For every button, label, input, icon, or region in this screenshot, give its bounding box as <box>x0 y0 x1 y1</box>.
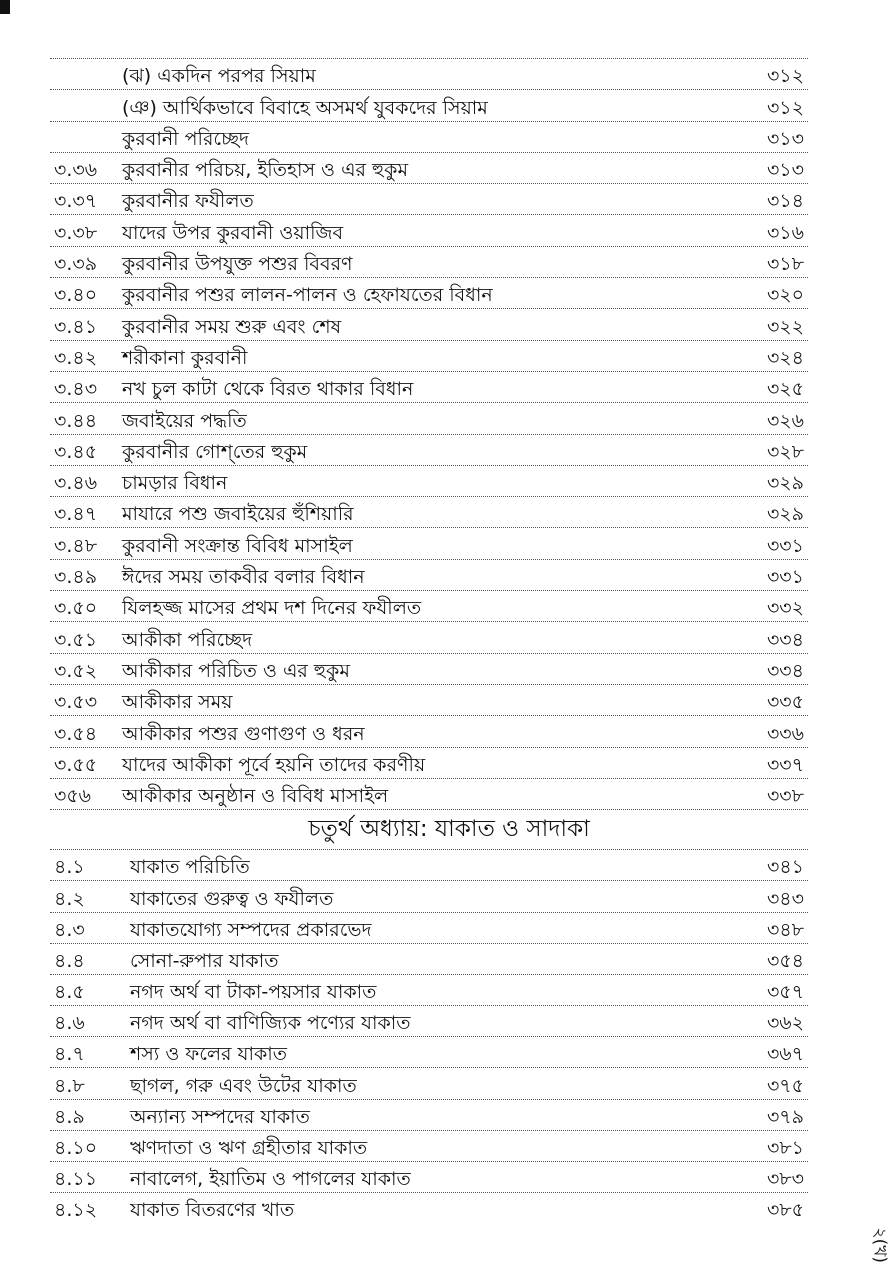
toc-entry-title: ঋণদাতা ও ঋণ গ্রহীতার যাকাত <box>130 1137 368 1159</box>
toc-entry-number: ৩.৪৯ <box>54 566 98 589</box>
toc-entry-title: আকীকার পশুর গুণাগুণ ও ধরন <box>122 722 365 745</box>
toc-entry-title: আকীকার অনুষ্ঠান ও বিবিধ মাসাইল <box>122 785 389 808</box>
toc-entry[interactable] <box>50 1067 808 1098</box>
toc-entry[interactable] <box>50 496 808 527</box>
toc-entry[interactable] <box>50 1005 808 1036</box>
chapter-heading <box>50 809 808 849</box>
toc-entry-page: ৩৭৯ <box>766 1105 804 1128</box>
toc-entry-page: ৩৩৫ <box>766 691 804 714</box>
toc-entry-number: ৩.৩৭ <box>54 190 98 213</box>
toc-entry-page: ৩৪৩ <box>766 887 804 910</box>
toc-entry[interactable] <box>50 559 808 590</box>
page-footer-mark: ২(খ) <box>869 1227 889 1263</box>
toc-entry-number: ৪.৩ <box>54 918 85 941</box>
toc-entry-title: (ঝ) একদিন পরপর সিয়াম <box>122 65 316 88</box>
toc-entry-title: কুরবানীর পশুর লালন-পালন ও হেফাযতের বিধান <box>122 284 493 307</box>
toc-entry[interactable] <box>50 621 808 652</box>
toc-entry-number: ৪.৬ <box>54 1012 85 1035</box>
toc-entry-number: ৩.৪৪ <box>54 409 98 432</box>
toc-entry-page: ৩৮৩ <box>766 1168 804 1191</box>
toc-entry-page: ৩১২ <box>766 65 804 88</box>
toc-entry-page: ৩৪১ <box>766 856 804 879</box>
toc-entry-title: ঈদের সময় তাকবীর বলার বিধান <box>122 566 365 589</box>
toc-entry[interactable] <box>50 214 808 245</box>
toc-entry[interactable] <box>50 58 808 89</box>
toc-entry-number: ৩.৪২ <box>54 346 98 369</box>
toc-entry[interactable] <box>50 684 808 715</box>
toc-entry-number: ৩.৫১ <box>54 628 98 651</box>
toc-entry-number: ৪.১১ <box>54 1168 98 1191</box>
toc-entry-number: ৪.৯ <box>54 1105 85 1128</box>
toc-entry-title: কুরবানীর সময় শুরু এবং শেষ <box>122 315 342 338</box>
toc-entry[interactable] <box>50 880 808 911</box>
toc-entry-number: ৩.৩৬ <box>54 159 98 182</box>
toc-entry[interactable] <box>50 849 808 880</box>
toc-entry[interactable] <box>50 1099 808 1130</box>
toc-entry-number: ৩.৫২ <box>54 659 98 682</box>
toc-entry[interactable] <box>50 1192 808 1223</box>
toc-entry-number: ৪.১০ <box>54 1137 98 1159</box>
toc-entry[interactable] <box>50 527 808 558</box>
toc-entry[interactable] <box>50 778 808 809</box>
toc-entry-page: ৩১২ <box>766 96 804 119</box>
toc-entry-page: ৩৮৫ <box>766 1199 804 1222</box>
toc-entry-page: ৩১৬ <box>766 221 804 244</box>
toc-entry-page: ৩৪৮ <box>766 918 804 941</box>
toc-entry-page: ৩১৮ <box>766 253 804 276</box>
toc-entry-number: ৩.৩৮ <box>54 221 98 244</box>
toc-entry-title: আকীকা পরিচ্ছেদ <box>122 628 253 651</box>
toc-entry-title: শস্য ও ফলের যাকাত <box>130 1043 288 1066</box>
toc-entry[interactable] <box>50 340 808 371</box>
toc-entry-title: যাদের উপর কুরবানী ওয়াজিব <box>122 221 344 244</box>
toc-entry-number: ৩.৪৬ <box>54 472 98 495</box>
toc-entry-page: ৩৩৪ <box>766 659 804 682</box>
toc-entry-title: আকীকার সময় <box>122 691 233 714</box>
toc-entry-page: ৩২৬ <box>766 409 804 432</box>
toc-section-chapter-3 <box>50 58 808 809</box>
toc-entry-number: ৩৫৬ <box>54 785 92 808</box>
toc-entry[interactable] <box>50 1036 808 1067</box>
toc-entry-title: নগদ অর্থ বা টাকা-পয়সার যাকাত <box>130 981 377 1004</box>
toc-entry-number: ৪.৭ <box>54 1043 85 1066</box>
toc-entry-page: ৩৩৬ <box>766 722 804 745</box>
toc-entry-page: ৩৮১ <box>766 1137 804 1159</box>
toc-entry-page: ৩২০ <box>766 284 804 307</box>
toc-entry-number: ৩.৪৫ <box>54 440 98 463</box>
toc-entry-title: যাদের আকীকা পূর্বে হয়নি তাদের করণীয় <box>122 753 426 776</box>
chapter-heading-text: চতুর্থ অধ্যায়: যাকাত ও সাদাকা <box>308 816 590 843</box>
toc-entry-page: ৩৬৭ <box>766 1043 804 1066</box>
toc-entry-title: মাযারে পশু জবাইয়ের হুঁশিয়ারি <box>122 503 354 526</box>
toc-entry-number: ৩.৫৩ <box>54 691 98 714</box>
toc-entry-page: ৩৩২ <box>766 597 804 620</box>
toc-entry-title: অন্যান্য সম্পদের যাকাত <box>130 1105 310 1128</box>
toc-entry-number: ৩.৩৯ <box>54 253 98 276</box>
toc-entry-page: ৩৩৭ <box>766 753 804 776</box>
toc-entry-title: নখ চুল কাটা থেকে বিরত থাকার বিধান <box>122 378 414 401</box>
toc-entry-page: ৩২৫ <box>766 378 804 401</box>
toc-entry-page: ৩৩১ <box>766 566 804 589</box>
toc-entry-page: ৩৭৫ <box>766 1074 804 1097</box>
toc-entry-title: শরীকানা কুরবানী <box>122 346 248 369</box>
toc-entry-number: ৪.১ <box>54 856 85 879</box>
toc-entry[interactable] <box>50 943 808 974</box>
toc-entry-number: ৪.৫ <box>54 981 85 1004</box>
toc-entry-number: ৩.৫৪ <box>54 722 98 745</box>
toc-entry-title: যাকাত বিতরণের খাত <box>130 1199 295 1222</box>
toc-entry-number: ৪.৮ <box>54 1074 85 1097</box>
toc-entry[interactable] <box>50 89 808 120</box>
toc-entry[interactable] <box>50 590 808 621</box>
toc-entry-number: ৩.৪১ <box>54 315 98 338</box>
toc-entry-title: যিলহজ্জ মাসের প্রথম দশ দিনের ফযীলত <box>122 597 422 620</box>
corner-mark <box>0 0 10 14</box>
toc-entry-title: (ঞ) আর্থিকভাবে বিবাহে অসমর্থ যুবকদের সিয়াম <box>122 96 488 119</box>
toc-entry-title: কুরবানীর গোশ্‌তের হুকুম <box>122 440 308 463</box>
toc-entry-number: ৩.৪৭ <box>54 503 98 526</box>
toc-entry[interactable] <box>50 371 808 402</box>
toc-entry-title: কুরবানী সংক্রান্ত বিবিধ মাসাইল <box>122 534 353 557</box>
toc-entry-title: জবাইয়ের পদ্ধতি <box>122 409 247 432</box>
toc-entry-title: যাকাত পরিচিতি <box>130 856 250 879</box>
toc-entry-page: ৩১৪ <box>766 190 804 213</box>
toc-entry-title: যাকাতযোগ্য সম্পদের প্রকারভেদ <box>130 918 372 941</box>
toc-entry[interactable] <box>50 402 808 433</box>
toc-entry[interactable] <box>50 152 808 183</box>
toc-entry-page: ৩১৩ <box>766 127 804 150</box>
toc-entry-page: ৩৩১ <box>766 534 804 557</box>
toc-entry-number: ৩.৪৩ <box>54 378 98 401</box>
toc-section-chapter-4 <box>50 849 808 1223</box>
toc-entry[interactable] <box>50 974 808 1005</box>
toc-entry-number: ৩.৪০ <box>54 284 98 307</box>
toc-entry[interactable] <box>50 277 808 308</box>
toc-entry-page: ৩৩৮ <box>766 785 804 808</box>
toc-entry-title: নগদ অর্থ বা বাণিজ্যিক পণ্যের যাকাত <box>130 1012 411 1035</box>
toc-entry[interactable] <box>50 434 808 465</box>
toc-entry-number: ৪.২ <box>54 887 85 910</box>
toc-entry-number: ৪.৪ <box>54 949 85 972</box>
toc-entry-title: যাকাতের গুরুত্ব ও ফযীলত <box>130 887 334 910</box>
toc-entry-title: আকীকার পরিচিত ও এর হুকুম <box>122 659 350 682</box>
toc-entry-title: ছাগল, গরু এবং উটের যাকাত <box>130 1074 357 1097</box>
toc-entry[interactable] <box>50 912 808 943</box>
toc-entry-page: ৩১৩ <box>766 159 804 182</box>
toc-entry-title: কুরবানীর উপযুক্ত পশুর বিবরণ <box>122 253 353 276</box>
toc-entry-title: কুরবানীর পরিচয়, ইতিহাস ও এর হুকুম <box>122 159 409 182</box>
toc-entry-page: ৩২৯ <box>766 472 804 495</box>
toc-entry[interactable] <box>50 747 808 778</box>
toc-entry-number: ৩.৫০ <box>54 597 98 620</box>
toc-entry-page: ৩৫৭ <box>766 981 804 1004</box>
toc-entry-title: নাবালেগ, ইয়াতিম ও পাগলের যাকাত <box>130 1168 411 1191</box>
toc-entry[interactable] <box>50 308 808 339</box>
toc-entry-title: কুরবানী পরিচ্ছেদ <box>122 127 250 150</box>
toc-entry-page: ৩৬২ <box>766 1012 804 1035</box>
toc-entry-page: ৩২৮ <box>766 440 804 463</box>
toc-entry-page: ৩২২ <box>766 315 804 338</box>
toc-entry-number: ৩.৫৫ <box>54 753 98 776</box>
toc-entry[interactable] <box>50 653 808 684</box>
toc-entry-page: ৩৫৪ <box>766 949 804 972</box>
toc-entry-page: ৩৩৪ <box>766 628 804 651</box>
toc-entry[interactable] <box>50 1161 808 1192</box>
toc-entry-title: সোনা-রুপার যাকাত <box>130 949 279 972</box>
toc-entry[interactable] <box>50 715 808 746</box>
table-of-contents <box>50 58 808 1223</box>
toc-entry-number: ৩.৪৮ <box>54 534 98 557</box>
toc-entry[interactable] <box>50 121 808 152</box>
toc-entry[interactable] <box>50 183 808 214</box>
toc-entry-title: চামড়ার বিধান <box>122 472 228 495</box>
toc-entry-number: ৪.১২ <box>54 1199 98 1222</box>
toc-entry[interactable] <box>50 246 808 277</box>
toc-entry[interactable] <box>50 465 808 496</box>
toc-entry-page: ৩২৯ <box>766 503 804 526</box>
toc-entry-title: কুরবানীর ফযীলত <box>122 190 254 213</box>
toc-entry[interactable] <box>50 1130 808 1161</box>
toc-entry-page: ৩২৪ <box>766 346 804 369</box>
